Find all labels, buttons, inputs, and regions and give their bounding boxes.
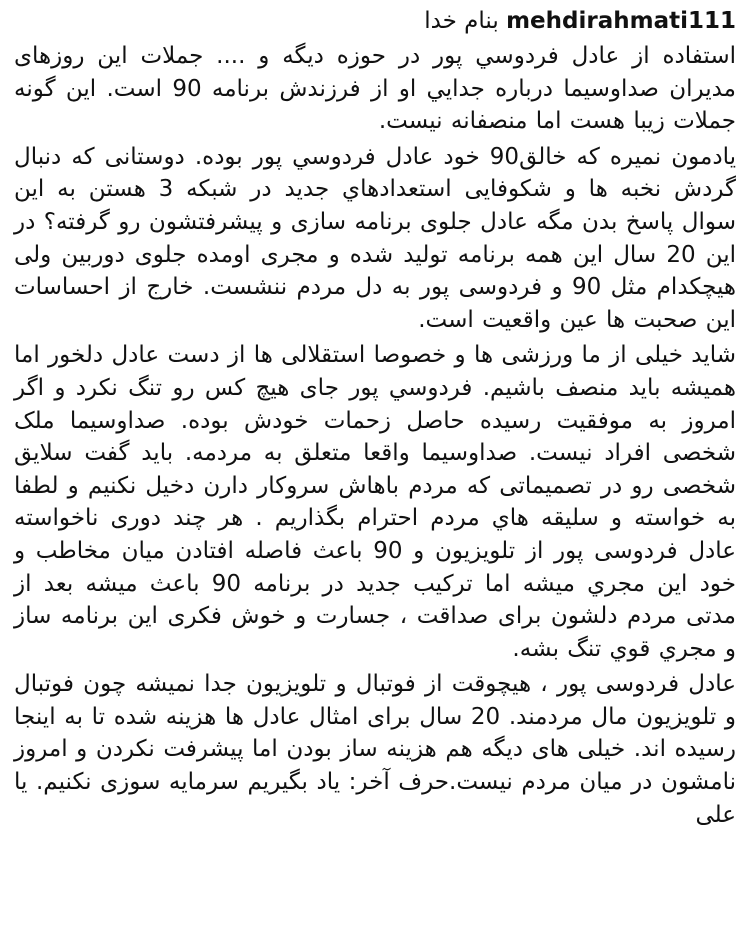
- post-caption: [14, 2, 736, 834]
- caption-greeting: بنام خدا: [424, 8, 499, 34]
- caption-paragraph-2: یادمون نمیره که خالق90 خود عادل فردوسي پور بوده. دوستانی که دنبال گردش نخبه ها و شکوفایی استعدادهاي جدید در شبکه 3 هستن به این سوال پاسخ بدن مگه عادل جلوی برنامه سازی و پیشرفتشون رو گرفته؟ در این 20 سال این همه برنامه تولید شده و مجری اومده جلوی دوربین ولی هیچکدام مثل 90 و فردوسی پور به دل مردم ننشست. خارج از احساسات این صحبت ها عین واقعیت است.: [14, 143, 737, 333]
- caption-paragraph-1: استفاده از عادل فردوسي پور در حوزه ديگه و .... جملات اين روزهای مديران صداوسيما درباره جدايي او از فرزندش برنامه 90 است. این گونه جملات زیبا هست اما منصفانه نیست.: [14, 43, 736, 135]
- username-link[interactable]: mehdirahmati111: [506, 8, 736, 34]
- caption-paragraph-4: عادل فردوسی پور ، هیچوقت از فوتبال و تلویزیون جدا نمیشه چون فوتبال و تلویزیون مال مردمند. 20 سال برای امثال عادل ها هزینه شده تا به اینجا رسیده اند. خیلی های دیگه هم هزینه ساز بودن اما پیشرفت نکردن و امروز نامشون در میان مردم نیست.حرف آخر: یاد بگیریم سرمایه سوزی نکنیم. یا علی: [14, 671, 736, 828]
- caption-header: [14, 2, 736, 40]
- caption-paragraph-3: شاید خیلی از ما ورزشی ها و خصوصا استقلالی ها از دست عادل دلخور اما همیشه باید منصف باشیم. فردوسي پور جای هیچ کس رو تنگ نکرد و اگر امروز به موفقیت رسیده حاصل زحمات خودش بوده. صداوسیما ملک شخصی افراد نیست. صداوسیما واقعا متعلق به مردمه. باید گفت سلایق شخصی رو در تصمیماتی که مردم باهاش سروکار دارن دخیل نکنیم و لطفا به خواسته و سلیقه هاي مردم احترام بگذاریم . هر چند دوری ناخواسته عادل فردوسی پور از تلویزیون و 90 باعث فاصله افتادن میان مخاطب و خود این مجري میشه اما ترکیب جدید در برنامه 90 باعث میشه بعد از مدتی مردم دلشون برای صداقت ، جسارت و خوش فکری این برنامه ساز و مجري قوي تنگ بشه.: [14, 342, 737, 662]
